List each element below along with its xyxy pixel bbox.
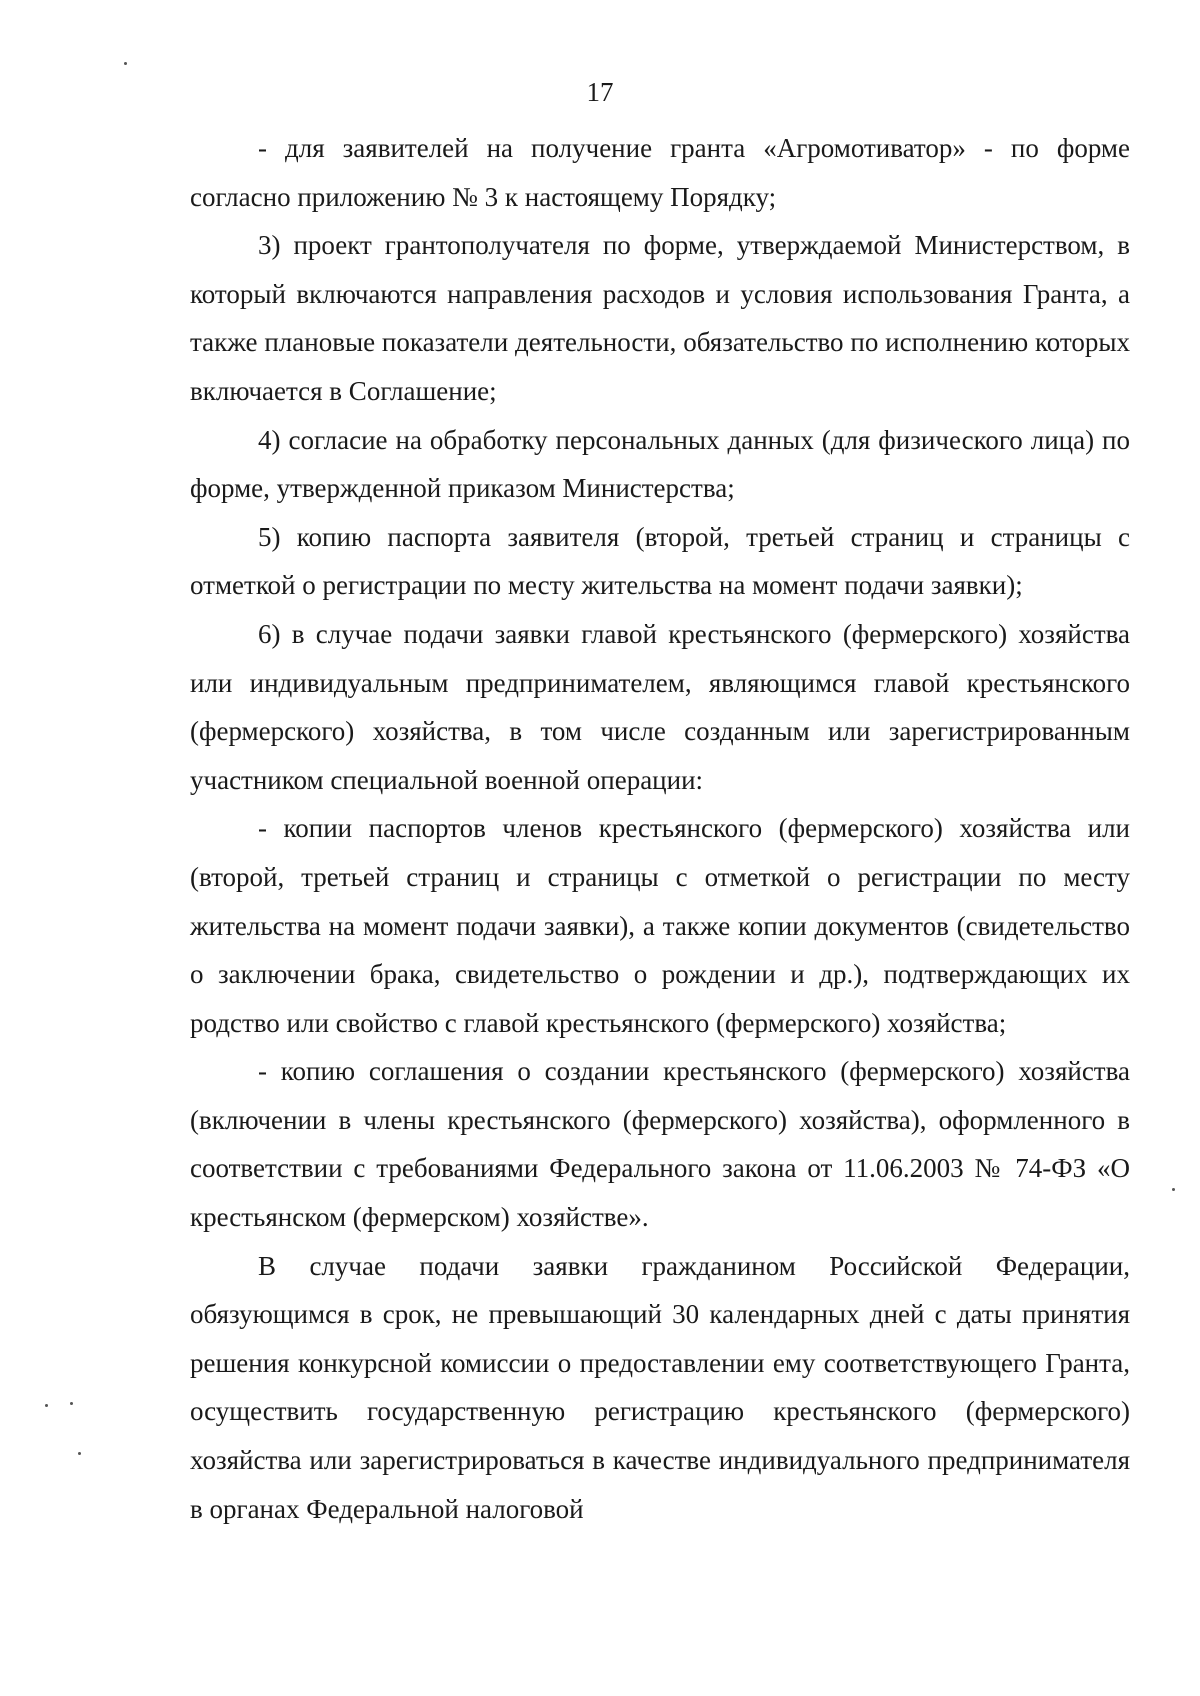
scan-speck bbox=[124, 62, 127, 65]
scan-speck bbox=[78, 1452, 81, 1455]
paragraph-item-4-consent: 4) согласие на обработку персональных данных (для физического лица) по форме, утвержденной приказом Министерства; bbox=[190, 424, 1130, 504]
scan-speck bbox=[1172, 1188, 1175, 1191]
scan-speck bbox=[45, 1404, 48, 1407]
page-number: 17 bbox=[586, 77, 614, 107]
paragraph-farm-agreement: - копию соглашения о создании крестьянского (фермерского) хозяйства (включении в члены крестьянского (фермерского) хозяйства), оформленного в соответствии с требованиями Федерального закона от 11.06.2003 № 74-ФЗ «О крестьянском (фермерском) хозяйстве». bbox=[190, 1056, 1130, 1233]
paragraph-item-5-passport: 5) копию паспорта заявителя (второй, третьей страниц и страницы с отметкой о регистрации по месту жительства на момент подачи заявки); bbox=[190, 521, 1130, 601]
paragraph-agromotivator-form: - для заявителей на получение гранта «Агромотиватор» - по форме согласно приложению № 3 к настоящему Порядку; bbox=[190, 133, 1130, 212]
paragraph-member-passports: - копии паспортов членов крестьянского (фермерского) хозяйства или (второй, третьей страниц и страницы с отметкой о регистрации по месту жительства на момент подачи заявки), а также копии документов (свидетельство о заключении брака, свидетельство о рождении и др.), подтверждающих их родство или свойство с главой крестьянского (фермерского) хозяйства; bbox=[190, 813, 1130, 1038]
scan-speck bbox=[70, 1402, 73, 1405]
paragraph-item-6-farm-head: 6) в случае подачи заявки главой крестьянского (фермерского) хозяйства или индивидуальным предпринимателем, являющимся главой крестьянского (фермерского) хозяйства, в том числе созданным или зарегистрированным участником специальной военной операции: bbox=[190, 618, 1130, 795]
paragraph-citizen-application: В случае подачи заявки гражданином Российской Федерации, обязующимся в срок, не превышающий 30 календарных дней с даты принятия решения конкурсной комиссии о предоставлении ему соответствующего Гранта, осуществить государственную регистрацию крестьянского (фермерского) хозяйства или зарегистрироваться в качестве индивидуального предпринимателя в органах Федеральной налоговой bbox=[190, 1250, 1130, 1524]
paragraph-item-3-project: 3) проект грантополучателя по форме, утверждаемой Министерством, в который включаются направления расходов и условия использования Гранта, а также плановые показатели деятельности, обязательство по исполнению которых включается в Соглашение; bbox=[190, 230, 1130, 406]
document-body bbox=[190, 124, 1130, 1533]
